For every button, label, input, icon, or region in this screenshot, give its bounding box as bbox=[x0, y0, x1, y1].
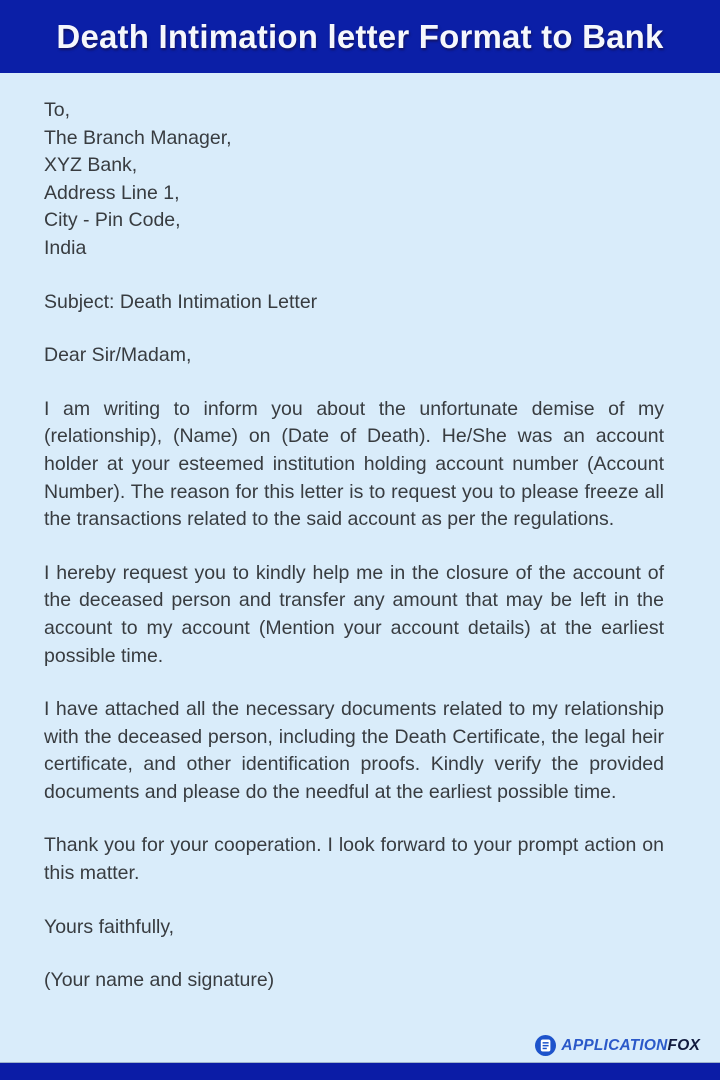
logo-text-application: APPLICATION bbox=[561, 1036, 668, 1054]
page-title: Death Intimation letter Format to Bank bbox=[56, 17, 664, 55]
address-line: India bbox=[44, 236, 87, 259]
salutation: Dear Sir/Madam, bbox=[44, 344, 192, 367]
applicationfox-logo bbox=[535, 1035, 700, 1056]
logo-text-fox: FOX bbox=[667, 1036, 700, 1054]
address-line: City - Pin Code, bbox=[44, 209, 181, 232]
letter-paragraph: I am writing to inform you about the unfortunate demise of my (relationship), (Name) on (Date of Death). He/She was an account holder at your esteemed institution holding account number (Account Number). The reason for this letter is to request you to please freeze all the transactions related to the said account as per the regulations. bbox=[44, 397, 664, 531]
subject-line: Subject: Death Intimation Letter bbox=[44, 290, 318, 313]
letter-body bbox=[0, 73, 720, 995]
logo-wordmark bbox=[561, 1037, 700, 1055]
recipient-address bbox=[44, 97, 664, 263]
document-icon bbox=[535, 1035, 556, 1056]
address-line: The Branch Manager, bbox=[44, 126, 232, 149]
address-line: XYZ Bank, bbox=[44, 154, 138, 177]
address-line: To, bbox=[44, 99, 71, 121]
address-line: Address Line 1, bbox=[44, 181, 180, 204]
signature-line: (Your name and signature) bbox=[44, 969, 275, 992]
footer-bar bbox=[0, 1062, 720, 1080]
letter-paragraph: I hereby request you to kindly help me in the closure of the account of the deceased person and transfer any amount that may be left in the account to my account (Mention your account details) at the earliest possible time. bbox=[44, 561, 664, 667]
letter-paragraph: I have attached all the necessary documents related to my relationship with the deceased person, including the Death Certificate, the legal heir certificate, and other identification proofs. Kindly verify the provided documents and please do the needful at the earliest possible time. bbox=[44, 698, 664, 803]
letter-paragraph: Thank you for your cooperation. I look forward to your prompt action on this matter. bbox=[44, 834, 664, 885]
closing-line: Yours faithfully, bbox=[44, 915, 175, 938]
title-bar bbox=[0, 0, 720, 73]
